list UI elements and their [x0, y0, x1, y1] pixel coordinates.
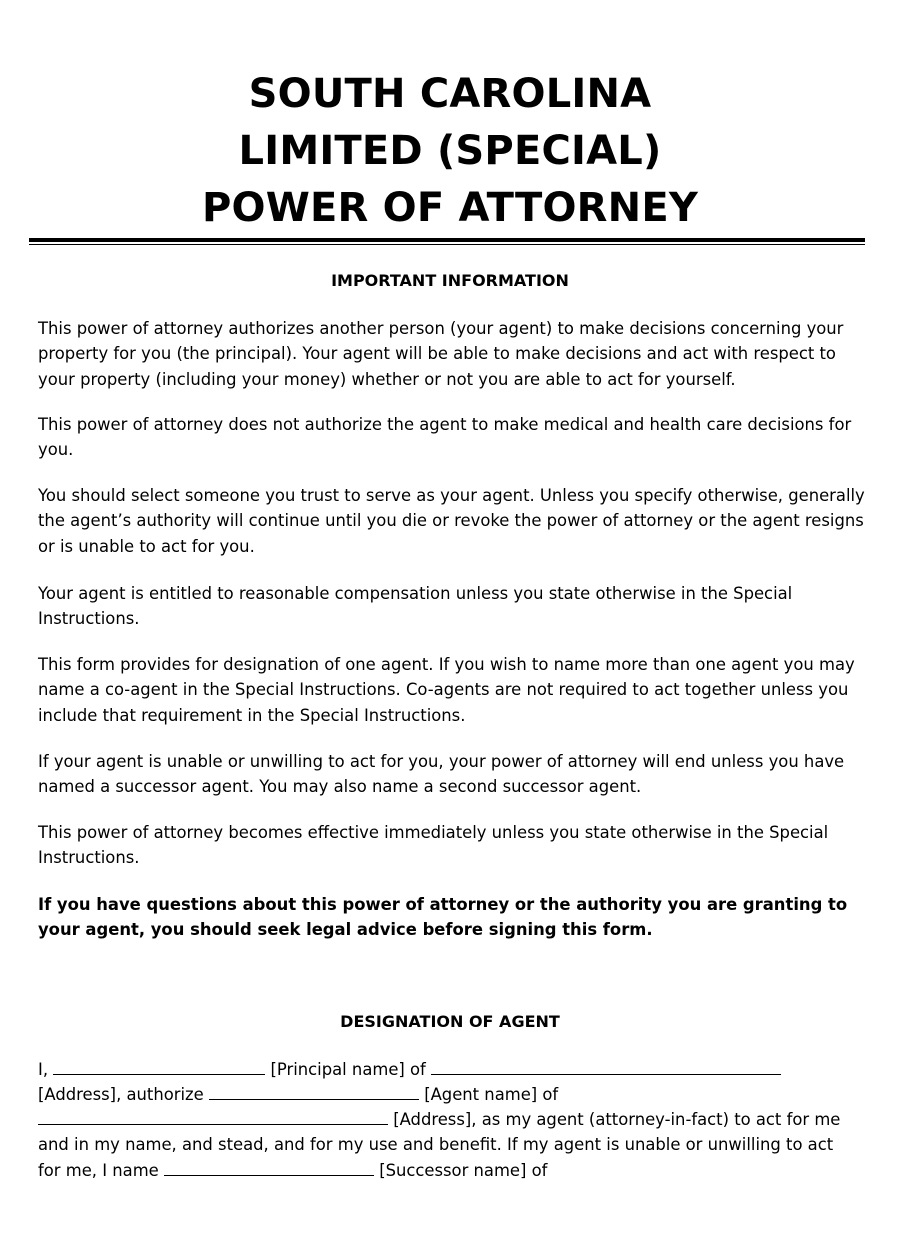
paragraph-no-medical: This power of attorney does not authorize the agent to make medical and health care decisions for you. [38, 415, 852, 460]
paragraph-successor-agent: If your agent is unable or unwilling to act for you, your power of attorney will end unless you have named a successor agent. You may also name a second successor agent. [38, 752, 845, 797]
designation-line-5 [38, 1158, 868, 1183]
designation-text-i: I, [38, 1060, 49, 1079]
agent-name-label: [Agent name] of [424, 1085, 559, 1104]
designation-line-2 [38, 1082, 868, 1107]
paragraph-effective: This power of attorney becomes effective immediately unless you state otherwise in the Special Instructions. [38, 823, 829, 868]
principal-name-field[interactable] [53, 1060, 265, 1075]
designation-line-1 [38, 1057, 868, 1082]
paragraph-legal-advice-notice: If you have questions about this power of attorney or the authority you are granting to your agent, you should seek legal advice before signing this form. [38, 895, 848, 940]
agent-address-field[interactable] [38, 1110, 388, 1125]
agent-name-field[interactable] [209, 1085, 419, 1100]
paragraph-select-agent: You should select someone you trust to serve as your agent. Unless you specify otherwise, generally the agent’s authority will continue until you die or revoke the power of attorney or the agent resigns or is unable to act for you. [38, 486, 865, 556]
agent-address-label: [Address], as my agent (attorney-in-fact) to act for me [393, 1110, 841, 1129]
title-line-type: LIMITED (SPECIAL) [238, 128, 662, 174]
paragraph-authorization: This power of attorney authorizes another person (your agent) to make decisions concerning your property for you (the principal). Your agent will be able to make decisions and act with respect to your property (including your money) whether or not you are able to act for yourself. [38, 319, 844, 389]
title-line-state: SOUTH CAROLINA [248, 71, 652, 117]
principal-address-field[interactable] [431, 1060, 781, 1075]
title-divider-thick [29, 238, 865, 242]
designation-line-3 [38, 1107, 868, 1132]
principal-name-label: [Principal name] of [270, 1060, 426, 1079]
paragraph-co-agent: This form provides for designation of one agent. If you wish to name more than one agent you may name a co-agent in the Special Instructions. Co-agents are not required to act together unless you include that requirement in the Special Instructions. [38, 655, 855, 725]
principal-address-label: [Address], authorize [38, 1085, 204, 1104]
title-divider-thin [29, 244, 865, 245]
paragraph-compensation: Your agent is entitled to reasonable compensation unless you state otherwise in the Special Instructions. [38, 584, 793, 629]
document-title [0, 66, 900, 237]
designation-of-agent-heading: DESIGNATION OF AGENT [340, 1012, 560, 1031]
successor-name-label: [Successor name] of [379, 1161, 548, 1180]
designation-line-4: and in my name, and stead, and for my use and benefit. If my agent is unable or unwilling to act [38, 1135, 834, 1154]
important-information-heading: IMPORTANT INFORMATION [331, 271, 569, 290]
successor-intro-label: for me, I name [38, 1161, 159, 1180]
successor-name-field[interactable] [164, 1161, 374, 1176]
title-line-form: POWER OF ATTORNEY [201, 185, 699, 231]
